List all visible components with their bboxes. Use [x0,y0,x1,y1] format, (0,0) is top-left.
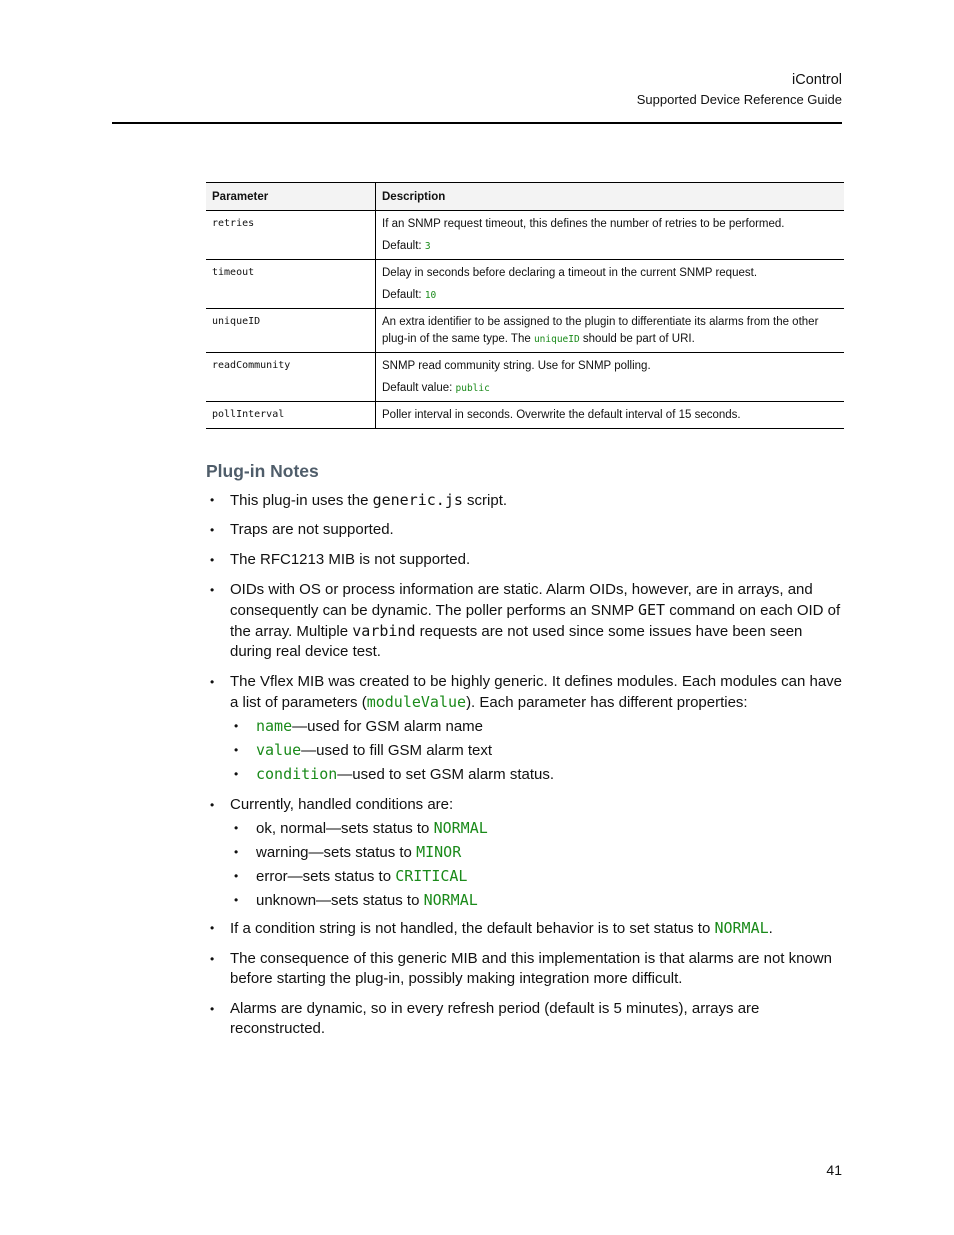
table-row [206,309,844,353]
default-label: Default: [382,289,425,301]
sub-item-text: warning—sets status to [256,844,417,861]
header-rule [112,122,842,124]
sub-item-text: unknown—sets status to [256,892,424,909]
note-text: . [768,920,773,937]
bullet-icon: • [234,767,239,781]
note-text: requests are not used since some issues have been seen during real device test. [230,623,803,660]
bullet-icon: • [210,553,215,567]
default-line [382,238,838,255]
running-header [637,70,842,110]
table-header-row [206,183,844,211]
param-description [376,260,845,309]
note-text: command on each OID of the array. Multiple [230,602,841,640]
sub-list [230,716,842,785]
sub-list-item [230,818,842,839]
inline-code: value [256,741,302,759]
bullet-icon: • [234,821,239,835]
list-item [206,918,842,939]
list-item [206,672,842,785]
sub-list-item [230,842,842,863]
bullet-icon: • [210,1002,215,1016]
default-line [382,287,838,304]
note-text: script. [462,492,508,509]
inline-code: CRITICAL [395,867,468,885]
inline-code: moduleValue [366,693,467,711]
note-text: The consequence of this generic MIB and this implementation is that alarms are not known before starting the plug-in, possibly making integration more difficult. [230,950,832,987]
inline-code: MINOR [416,843,462,861]
table-row [206,211,844,260]
bullet-icon: • [210,798,215,812]
note-text: ). Each parameter has different properties: [466,694,748,711]
inline-code: varbind [352,622,416,640]
table-row [206,402,844,429]
sub-list-item [230,890,842,911]
bullet-icon: • [210,583,215,597]
description-text: Delay in seconds before declaring a timeout in the current SNMP request. [382,267,758,279]
param-name: uniqueID [206,309,376,353]
plugin-notes-list [206,490,842,1039]
sub-list-item [230,716,842,737]
list-item [206,580,842,662]
list-item [206,949,842,989]
bullet-icon: • [210,523,215,537]
note-text: This plug-in uses the [230,492,373,509]
note-text: If a condition string is not handled, the default behavior is to set status to [230,920,715,937]
page-number: 41 [826,1162,842,1178]
inline-code: NORMAL [714,919,769,937]
param-name: timeout [206,260,376,309]
note-text: Currently, handled conditions are: [230,796,454,813]
param-name: retries [206,211,376,260]
param-description [376,353,845,402]
sub-item-text: —used to set GSM alarm status. [337,766,555,783]
sub-item-text: —used for GSM alarm name [292,718,484,735]
bullet-icon: • [210,493,215,507]
sub-item-text: error—sets status to [256,868,396,885]
sub-list-item [230,740,842,761]
bullet-icon: • [234,845,239,859]
bullet-icon: • [234,893,239,907]
column-header-description: Description [376,183,845,211]
bullet-icon: • [210,952,215,966]
description-text: SNMP read community string. Use for SNMP polling. [382,360,651,372]
bullet-icon: • [234,869,239,883]
default-value: public [455,383,490,394]
note-text: Alarms are dynamic, so in every refresh period (default is 5 minutes), arrays are reconstructed. [230,1000,760,1037]
list-item [206,795,842,911]
default-label: Default: [382,240,425,252]
inline-code: NORMAL [433,819,488,837]
inline-code: name [256,717,293,735]
note-text: The RFC1213 MIB is not supported. [230,551,471,568]
bullet-icon: • [210,921,215,935]
default-value: 3 [424,241,431,252]
parameter-table [206,182,844,429]
description-text: An extra identifier to be assigned to the plugin to differentiate its alarms from the other plug-in of the same type. The [382,316,819,345]
list-item [206,490,842,511]
list-item [206,999,842,1039]
list-item [206,550,842,570]
param-name: readCommunity [206,353,376,402]
table-row [206,260,844,309]
sub-item-text: —used to fill GSM alarm text [301,742,493,759]
param-description [376,402,845,429]
header-guide-title: Supported Device Reference Guide [636,92,842,107]
header-product: iControl [792,72,842,88]
description-text: If an SNMP request timeout, this defines the number of retries to be performed. [382,218,785,230]
sub-list-item [230,866,842,887]
column-header-parameter: Parameter [206,183,376,211]
inline-code: NORMAL [423,891,478,909]
param-name: pollInterval [206,402,376,429]
inline-code: generic.js [372,491,463,509]
note-text: Traps are not supported. [230,521,394,538]
inline-code: uniqueID [533,334,580,345]
default-label: Default value: [382,382,456,394]
table-row [206,353,844,402]
param-description [376,309,845,353]
default-line [382,380,838,397]
note-text: The Vflex MIB was created to be highly generic. It defines modules. Each modules can have a list of parameters ( [230,673,842,711]
inline-code: condition [256,765,338,783]
inline-code: GET [638,601,666,619]
default-value: 10 [424,290,437,301]
param-description [376,211,845,260]
note-text: OIDs with OS or process information are static. Alarm OIDs, however, are in arrays, and consequently can be dynamic. The poller performs an SNMP [230,581,813,619]
description-text: Poller interval in seconds. Overwrite the default interval of 15 seconds. [382,409,741,421]
section-heading: Plug-in Notes [206,461,319,481]
sub-item-text: ok, normal—sets status to [256,820,434,837]
sub-list-item [230,764,842,785]
list-item [206,520,842,540]
description-text: should be part of URI. [579,333,695,345]
bullet-icon: • [210,675,215,689]
sub-list [230,818,842,911]
bullet-icon: • [234,743,239,757]
bullet-icon: • [234,719,239,733]
